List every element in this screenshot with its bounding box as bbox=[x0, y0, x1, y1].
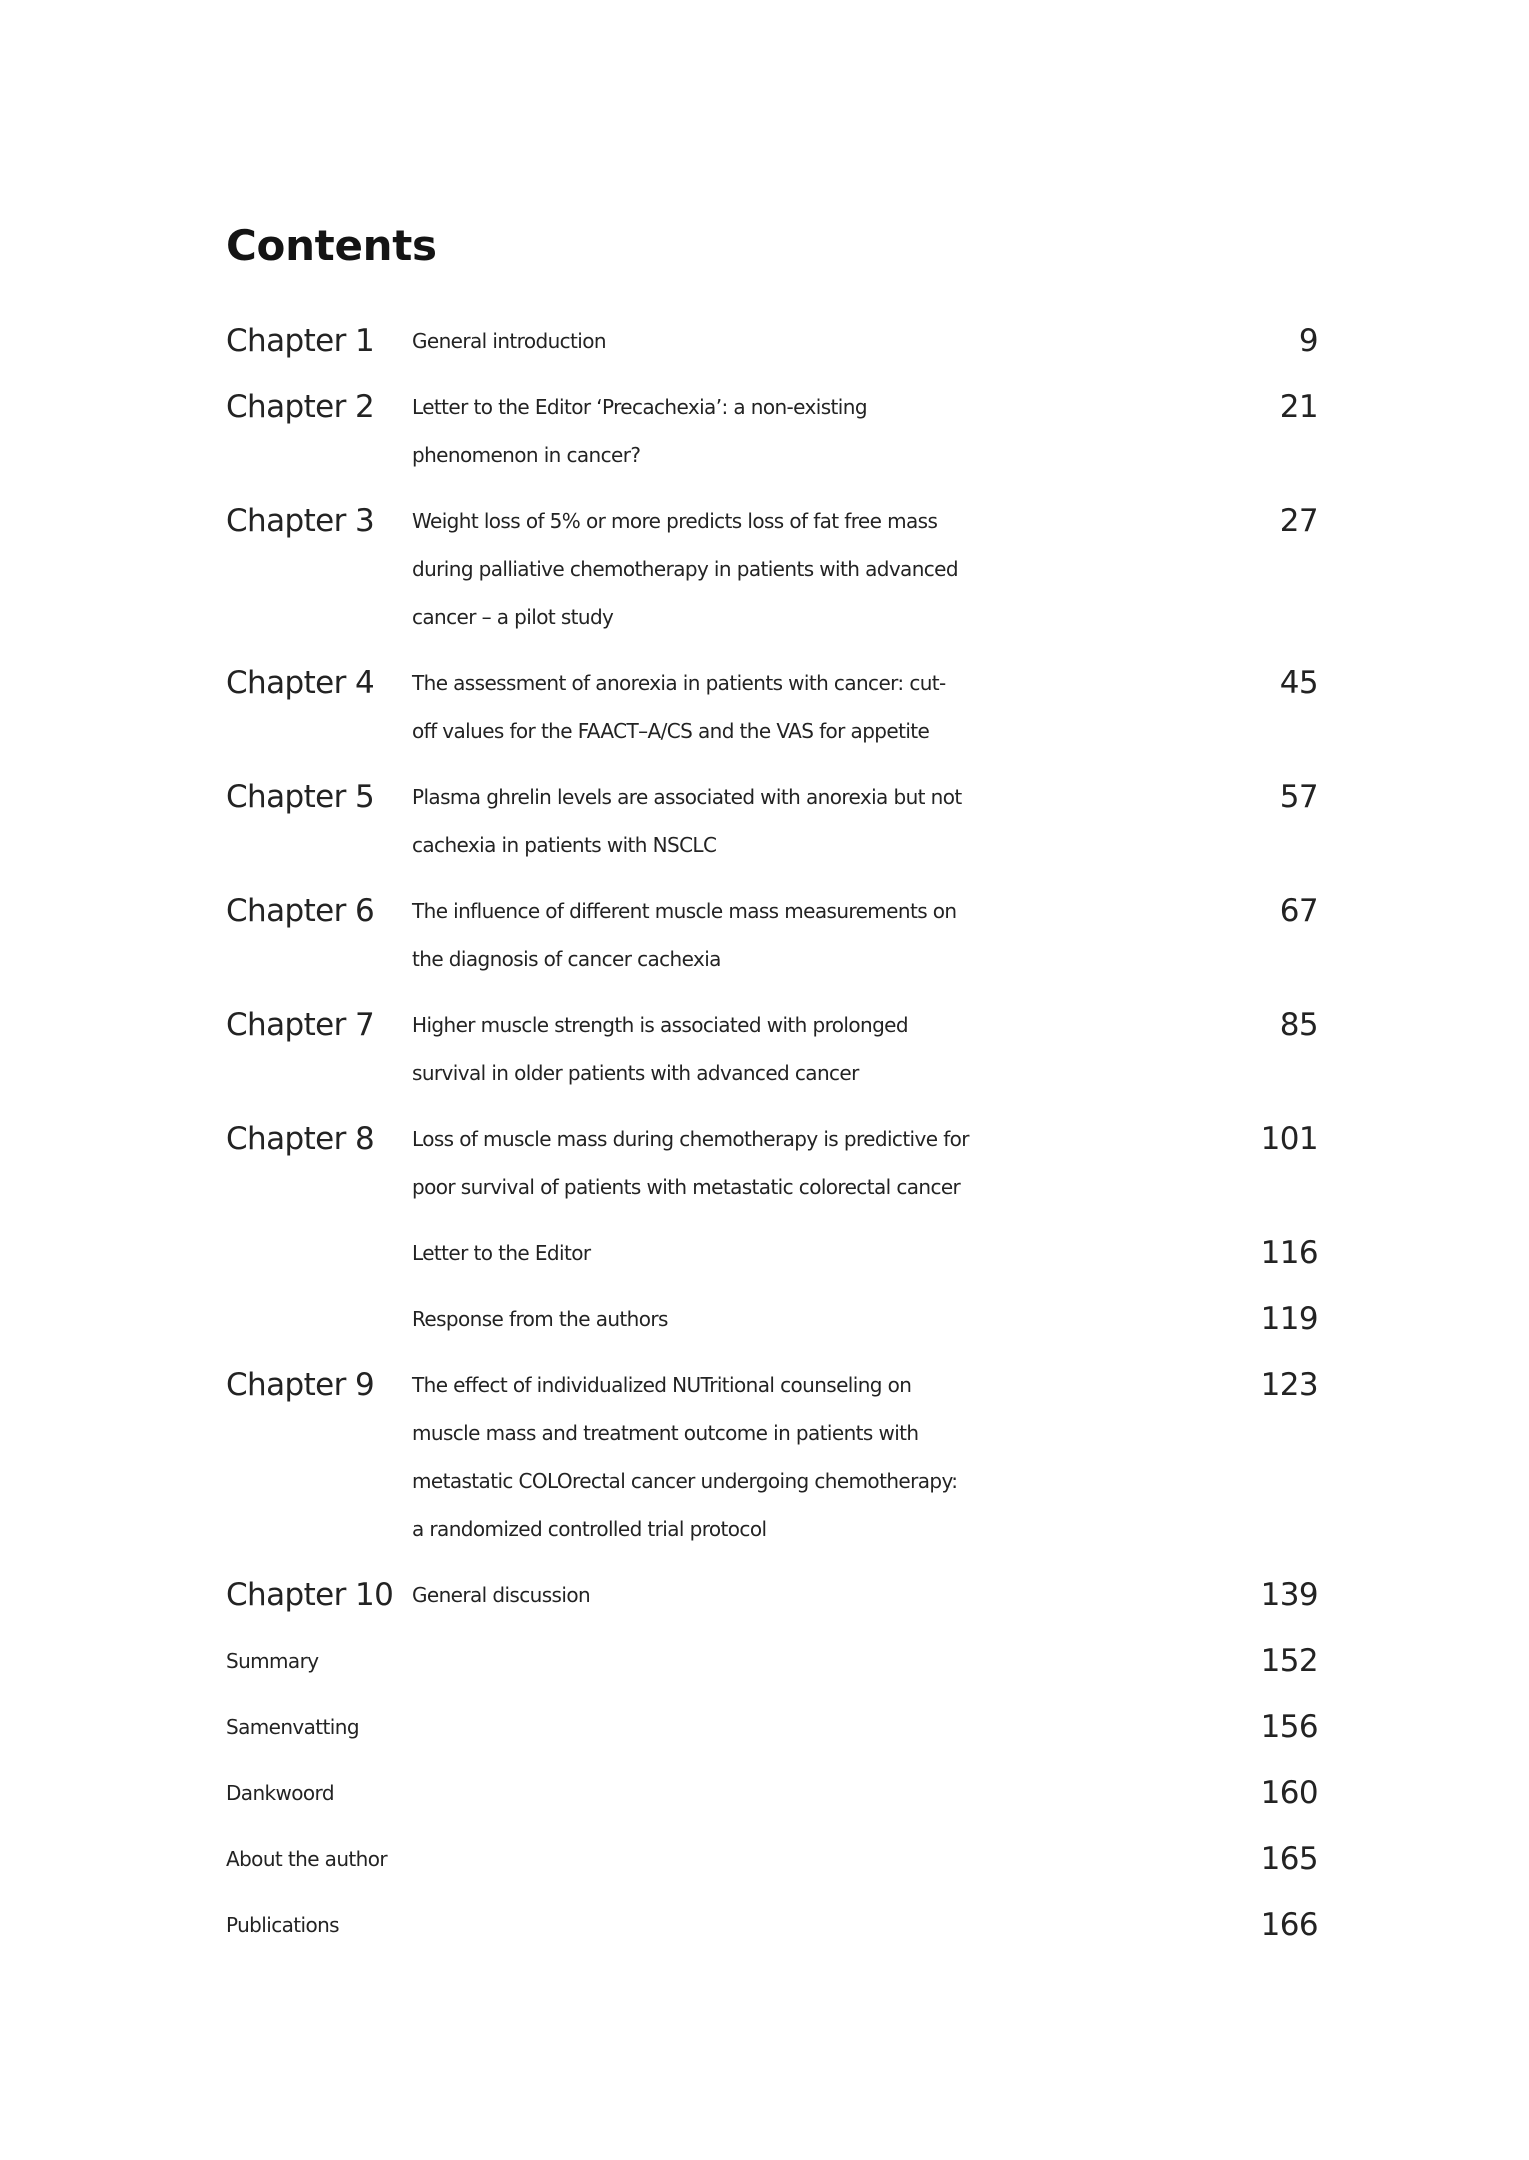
toc-entry-title bbox=[226, 1637, 1032, 1685]
toc-title-line: phenomenon in cancer? bbox=[412, 443, 641, 467]
toc-title-line: Higher muscle strength is associated with prolonged bbox=[412, 1013, 908, 1037]
toc-entry[interactable] bbox=[226, 317, 1318, 365]
toc-chapter-label: Chapter 1 bbox=[226, 323, 375, 359]
toc-entry-title bbox=[412, 1229, 1218, 1277]
toc-entry[interactable] bbox=[226, 383, 1318, 479]
toc-title-line: metastatic COLOrectal cancer undergoing chemotherapy: bbox=[412, 1469, 958, 1493]
toc-page-number: 166 bbox=[1260, 1907, 1318, 1943]
toc-title-line: The effect of individualized NUTritional counseling on bbox=[412, 1373, 912, 1397]
toc-title-line: Response from the authors bbox=[412, 1307, 668, 1331]
toc-title-line: General introduction bbox=[412, 329, 606, 353]
toc-entry-title bbox=[412, 887, 1218, 983]
toc-chapter-label: Chapter 5 bbox=[226, 779, 375, 815]
toc-page-number: 152 bbox=[1260, 1643, 1318, 1679]
toc-title-line: Samenvatting bbox=[226, 1715, 359, 1739]
toc-title-line: Plasma ghrelin levels are associated with anorexia but not bbox=[412, 785, 962, 809]
toc-title-line: cachexia in patients with NSCLC bbox=[412, 833, 717, 857]
toc-entry[interactable] bbox=[226, 1769, 1318, 1817]
toc-title-line: The influence of different muscle mass measurements on bbox=[412, 899, 957, 923]
toc-page-number: 57 bbox=[1279, 779, 1318, 815]
toc-entry[interactable] bbox=[226, 1703, 1318, 1751]
toc-title-line: muscle mass and treatment outcome in patients with bbox=[412, 1421, 919, 1445]
toc-entry[interactable] bbox=[226, 1115, 1318, 1211]
table-of-contents bbox=[226, 317, 1318, 1967]
toc-entry-title bbox=[226, 1835, 1032, 1883]
toc-chapter-label: Chapter 2 bbox=[226, 389, 375, 425]
toc-title-line: cancer – a pilot study bbox=[412, 605, 614, 629]
toc-entry-title bbox=[412, 1361, 1218, 1553]
toc-chapter-label: Chapter 4 bbox=[226, 665, 375, 701]
toc-entry-title bbox=[412, 1115, 1218, 1211]
toc-entry-title bbox=[412, 497, 1218, 641]
toc-page-number: 101 bbox=[1260, 1121, 1318, 1157]
toc-entry-title bbox=[226, 1703, 1032, 1751]
toc-page-number: 139 bbox=[1260, 1577, 1318, 1613]
toc-entry-title bbox=[226, 1901, 1032, 1949]
toc-title-line: Summary bbox=[226, 1649, 319, 1673]
toc-title-line: a randomized controlled trial protocol bbox=[412, 1517, 767, 1541]
toc-page-number: 85 bbox=[1279, 1007, 1318, 1043]
toc-chapter-label: Chapter 3 bbox=[226, 503, 375, 539]
toc-entry-title bbox=[412, 773, 1218, 869]
toc-entry[interactable] bbox=[226, 1571, 1318, 1619]
toc-entry[interactable] bbox=[226, 1637, 1318, 1685]
toc-page-number: 67 bbox=[1279, 893, 1318, 929]
toc-page-number: 21 bbox=[1279, 389, 1318, 425]
toc-entry[interactable] bbox=[226, 1295, 1318, 1343]
toc-title-line: The assessment of anorexia in patients with cancer: cut- bbox=[412, 671, 946, 695]
toc-title-line: off values for the FAACT–A/CS and the VAS for appetite bbox=[412, 719, 930, 743]
page-title: Contents bbox=[226, 221, 437, 270]
toc-title-line: survival in older patients with advanced cancer bbox=[412, 1061, 859, 1085]
toc-entry[interactable] bbox=[226, 1229, 1318, 1277]
toc-title-line: Dankwoord bbox=[226, 1781, 334, 1805]
toc-entry[interactable] bbox=[226, 1835, 1318, 1883]
toc-entry-title bbox=[226, 1769, 1032, 1817]
toc-title-line: General discussion bbox=[412, 1583, 591, 1607]
toc-title-line: poor survival of patients with metastatic colorectal cancer bbox=[412, 1175, 961, 1199]
toc-title-line: About the author bbox=[226, 1847, 387, 1871]
toc-entry[interactable] bbox=[226, 497, 1318, 641]
toc-entry[interactable] bbox=[226, 1361, 1318, 1553]
toc-chapter-label: Chapter 10 bbox=[226, 1577, 394, 1613]
toc-entry-title bbox=[412, 383, 1218, 479]
toc-page-number: 27 bbox=[1279, 503, 1318, 539]
toc-title-line: Letter to the Editor bbox=[412, 1241, 591, 1265]
toc-title-line: Loss of muscle mass during chemotherapy is predictive for bbox=[412, 1127, 969, 1151]
toc-page-number: 116 bbox=[1260, 1235, 1318, 1271]
toc-title-line: Weight loss of 5% or more predicts loss of fat free mass bbox=[412, 509, 938, 533]
toc-entry[interactable] bbox=[226, 773, 1318, 869]
toc-title-line: during palliative chemotherapy in patients with advanced bbox=[412, 557, 958, 581]
toc-page-number: 119 bbox=[1260, 1301, 1318, 1337]
toc-page-number: 45 bbox=[1279, 665, 1318, 701]
toc-title-line: the diagnosis of cancer cachexia bbox=[412, 947, 721, 971]
toc-chapter-label: Chapter 9 bbox=[226, 1367, 375, 1403]
toc-title-line: Letter to the Editor ‘Precachexia’: a non-existing bbox=[412, 395, 867, 419]
toc-entry[interactable] bbox=[226, 1001, 1318, 1097]
toc-entry-title bbox=[412, 317, 1218, 365]
toc-page-number: 160 bbox=[1260, 1775, 1318, 1811]
toc-entry-title bbox=[412, 1571, 1218, 1619]
toc-chapter-label: Chapter 8 bbox=[226, 1121, 375, 1157]
toc-page-number: 156 bbox=[1260, 1709, 1318, 1745]
toc-chapter-label: Chapter 7 bbox=[226, 1007, 375, 1043]
toc-entry-title bbox=[412, 1001, 1218, 1097]
toc-entry[interactable] bbox=[226, 887, 1318, 983]
toc-entry-title bbox=[412, 1295, 1218, 1343]
toc-title-line: Publications bbox=[226, 1913, 339, 1937]
toc-entry-title bbox=[412, 659, 1218, 755]
toc-entry[interactable] bbox=[226, 659, 1318, 755]
toc-page-number: 165 bbox=[1260, 1841, 1318, 1877]
toc-entry[interactable] bbox=[226, 1901, 1318, 1949]
toc-page-number: 9 bbox=[1298, 323, 1318, 359]
toc-page-number: 123 bbox=[1260, 1367, 1318, 1403]
toc-chapter-label: Chapter 6 bbox=[226, 893, 375, 929]
